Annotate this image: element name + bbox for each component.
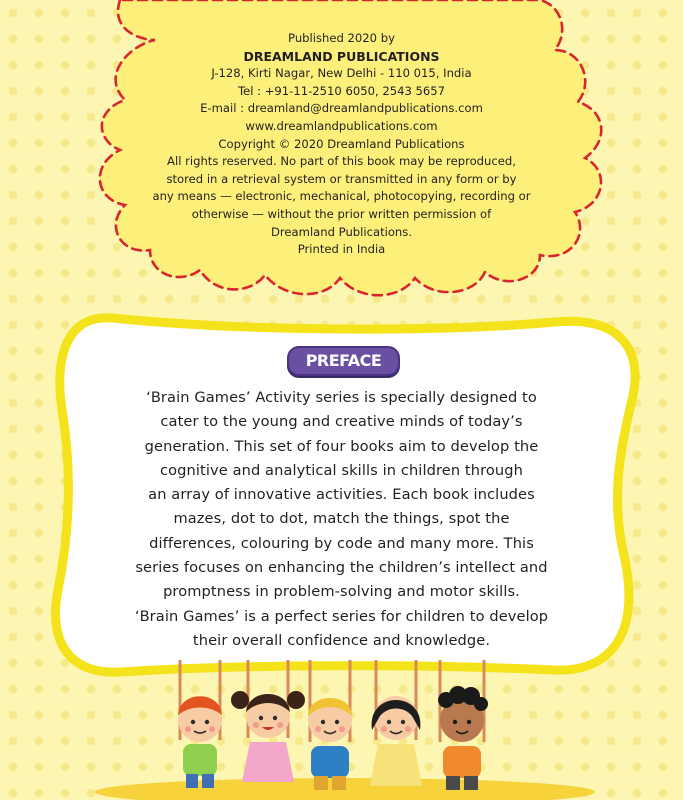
imprint-published-line: Published 2020 by: [288, 31, 395, 45]
rights-line-1: All rights reserved. No part of this book may be reproduced,: [167, 154, 516, 169]
publisher-name: DREAMLAND PUBLICATIONS: [243, 48, 440, 64]
child-4: [370, 660, 422, 786]
preface-line: mazes, dot to dot, match the things, spot the: [173, 510, 510, 528]
publisher-email: E-mail : dreamland@dreamlandpublications.com: [200, 101, 483, 116]
rights-line-3: any means — electronic, mechanical, photocopying, recording or: [152, 189, 531, 204]
preface-heading-badge: PREFACE: [287, 346, 400, 376]
child-5: [438, 660, 488, 790]
copyright-line: Copyright © 2020 Dreamland Publications: [218, 136, 465, 151]
preface-body: [95, 386, 588, 653]
children-holding-frame-illustration: [0, 660, 683, 800]
rights-line-5: Dreamland Publications.: [270, 224, 413, 239]
preface-line: an array of innovative activities. Each book includes: [148, 486, 535, 504]
preface-line: series focuses on enhancing the children’s intellect and: [135, 559, 548, 577]
imprint-block: [150, 30, 533, 259]
publisher-address: J-128, Kirti Nagar, New Delhi - 110 015, India: [211, 66, 472, 81]
child-3: [308, 660, 352, 790]
child-2: [231, 660, 305, 782]
child-1: [178, 660, 222, 788]
rights-line-2: stored in a retrieval system or transmitted in any form or by: [166, 171, 517, 186]
preface-line: differences, colouring by code and many more. This: [149, 534, 534, 552]
publisher-phone: Tel : +91-11-2510 6050, 2543 5657: [237, 83, 446, 98]
rights-line-4: otherwise — without the prior written permission of: [191, 206, 492, 221]
publisher-website: www.dreamlandpublications.com: [245, 118, 438, 133]
preface-line: cater to the young and creative minds of today’s: [160, 413, 523, 431]
preface-line: ‘Brain Games’ is a perfect series for children to develop: [134, 607, 549, 625]
preface-line: promptness in problem-solving and motor skills.: [163, 583, 520, 601]
preface-line: cognitive and analytical skills in children through: [160, 461, 523, 479]
printed-in-line: Printed in India: [297, 242, 386, 257]
preface-line: their overall confidence and knowledge.: [192, 631, 491, 649]
preface-line: ‘Brain Games’ Activity series is specially designed to: [146, 389, 537, 406]
preface-line: generation. This set of four books aim to develop the: [144, 437, 539, 455]
